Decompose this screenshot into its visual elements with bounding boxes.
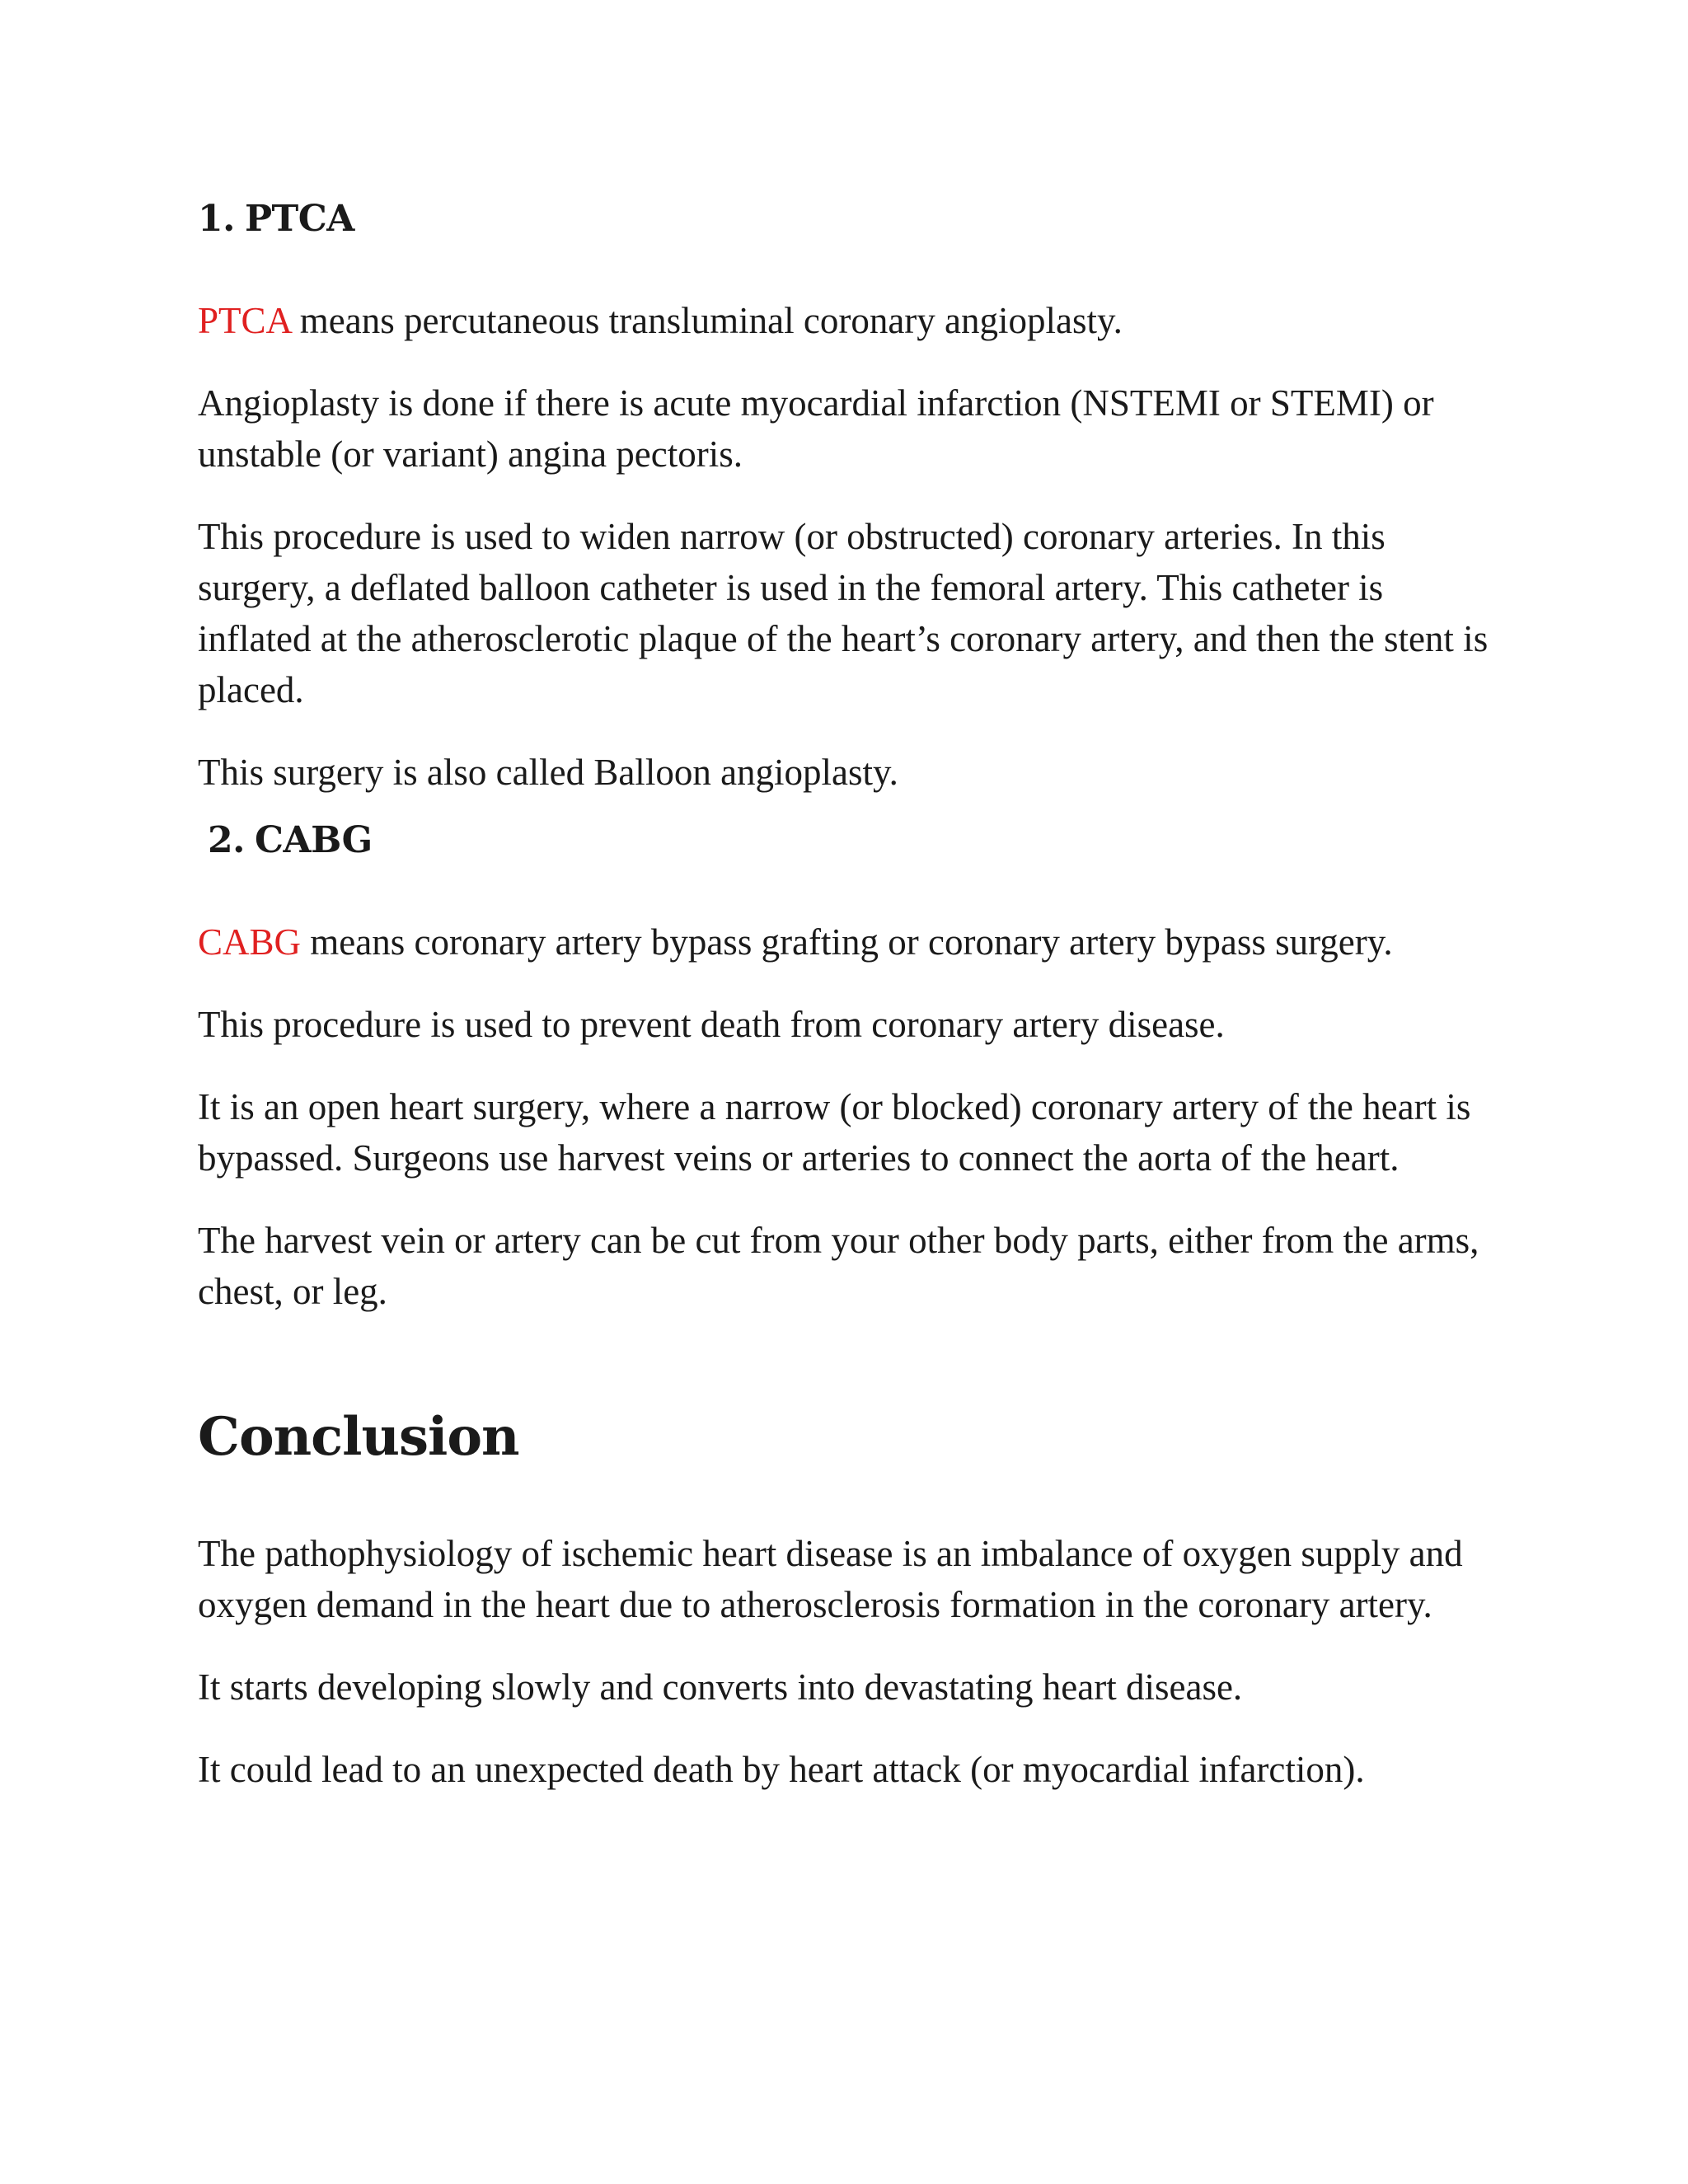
- cabg-term-link[interactable]: CABG: [198, 921, 302, 963]
- cabg-heading: [208, 816, 1500, 865]
- article-body: [198, 194, 1500, 1826]
- ptca-term-link[interactable]: PTCA: [198, 300, 291, 341]
- ptca-heading-text: PTCA: [244, 198, 354, 240]
- ptca-definition: [198, 295, 1500, 346]
- cabg-definition: [198, 916, 1500, 968]
- ptca-heading: [198, 194, 1500, 244]
- conclusion-paragraph-1: The pathophysiology of ischemic heart disease is an imbalance of oxygen supply and oxygen demand in the heart due to atherosclerosis formation in the coronary artery.: [198, 1533, 1463, 1625]
- cabg-definition-text: means coronary artery bypass grafting or coronary artery bypass surgery.: [301, 921, 1393, 963]
- ptca-heading-number: 1.: [198, 198, 235, 240]
- conclusion-paragraph-2: It starts developing slowly and converts into devastating heart disease.: [198, 1666, 1243, 1708]
- cabg-heading-text: CABG: [254, 819, 373, 861]
- conclusion-paragraph-3: It could lead to an unexpected death by heart attack (or myocardial infarction).: [198, 1749, 1365, 1790]
- ptca-paragraph-indication: Angioplasty is done if there is acute myocardial infarction (NSTEMI or STEMI) or unstable (or variant) angina pectoris.: [198, 382, 1434, 475]
- ptca-paragraph-procedure: This procedure is used to widen narrow (or obstructed) coronary arteries. In this surgery, a deflated balloon catheter is used in the femoral artery. This catheter is inflated at the atherosclerotic plaque of the heart’s coronary artery, and then the stent is placed.: [198, 516, 1489, 710]
- ptca-paragraph-alias: This surgery is also called Balloon angioplasty.: [198, 752, 898, 793]
- cabg-paragraph-procedure: It is an open heart surgery, where a narrow (or blocked) coronary artery of the heart is bypassed. Surgeons use harvest veins or arteries to connect the aorta of the heart.: [198, 1086, 1471, 1179]
- cabg-heading-number: 2.: [208, 819, 245, 861]
- cabg-paragraph-harvest: The harvest vein or artery can be cut from your other body parts, either from the arms, chest, or leg.: [198, 1220, 1479, 1312]
- cabg-paragraph-purpose: This procedure is used to prevent death from coronary artery disease.: [198, 1004, 1225, 1045]
- ptca-definition-text: means percutaneous transluminal coronary angioplasty.: [290, 300, 1123, 341]
- conclusion-heading: Conclusion: [198, 1406, 519, 1468]
